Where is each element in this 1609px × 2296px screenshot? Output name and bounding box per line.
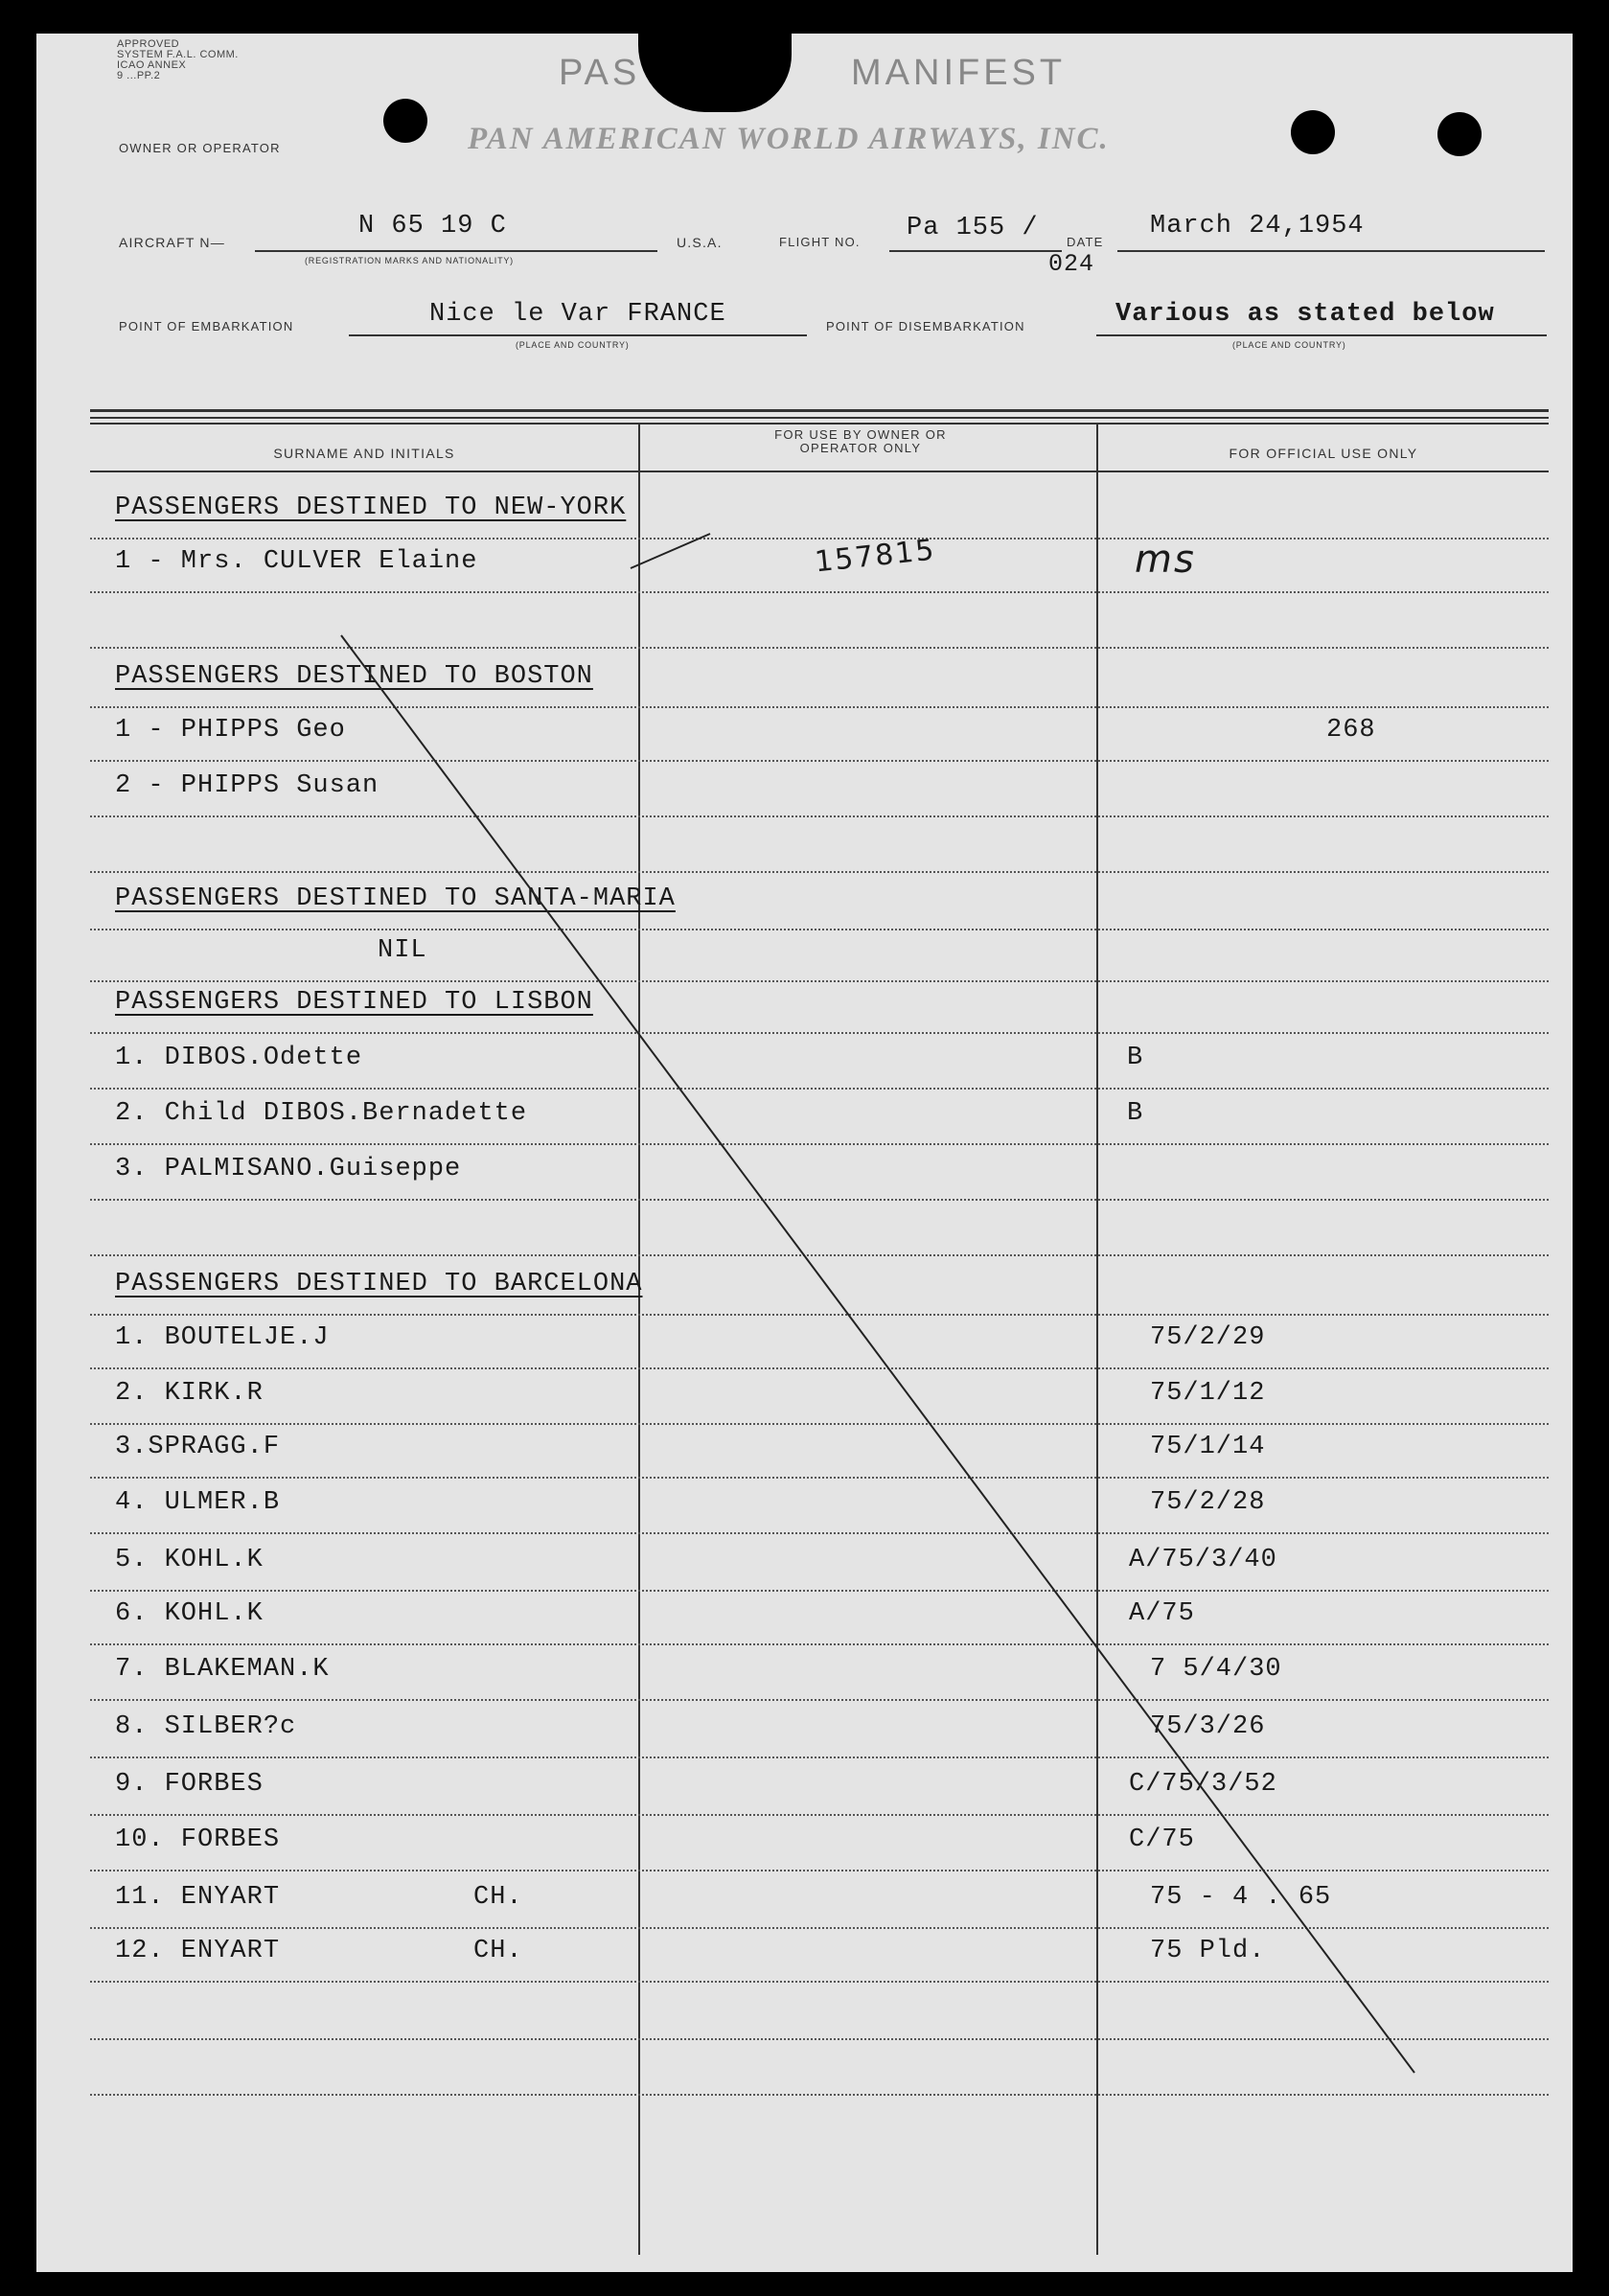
column-header-surname: SURNAME AND INITIALS: [273, 446, 455, 461]
owner-label: OWNER OR OPERATOR: [119, 141, 281, 155]
official-use-value: ms: [1135, 538, 1196, 582]
official-use-value: C/75/3/52: [1129, 1770, 1277, 1799]
official-use-value: B: [1127, 1044, 1144, 1072]
official-use-value: 75 Pld.: [1150, 1937, 1266, 1965]
manifest-sheet: [36, 34, 1573, 2272]
passenger-name: 1. BOUTELJE.J: [115, 1323, 330, 1352]
passenger-name: 4. ULMER.B: [115, 1488, 281, 1517]
official-use-value: 75 - 4 . 65: [1150, 1883, 1332, 1912]
passenger-name: 1 - PHIPPS Geo: [115, 716, 346, 745]
passenger-note: CH.: [473, 1937, 523, 1965]
destination-heading: PASSENGERS DESTINED TO SANTA-MARIA: [115, 884, 676, 913]
official-use-value: 75/3/26: [1150, 1712, 1266, 1741]
passenger-name: 1 - Mrs. CULVER Elaine: [115, 547, 478, 576]
official-use-value: 268: [1326, 716, 1376, 745]
passenger-name: 2. KIRK.R: [115, 1379, 264, 1408]
destination-heading: PASSENGERS DESTINED TO NEW-YORK: [115, 494, 627, 522]
passenger-name: 9. FORBES: [115, 1770, 264, 1799]
passenger-name: 5. KOHL.K: [115, 1546, 264, 1574]
disembarkation-label: POINT OF DISEMBARKATION: [826, 319, 1025, 333]
passenger-name: 10. FORBES: [115, 1825, 281, 1854]
flight-label: FLIGHT NO.: [779, 235, 861, 249]
official-use-value: 75/2/28: [1150, 1488, 1266, 1517]
passenger-name: NIL: [378, 936, 427, 965]
cancellation-line: [36, 34, 1573, 2272]
embarkation-caption: (PLACE AND COUNTRY): [516, 340, 630, 350]
date-value: March 24,1954: [1150, 212, 1365, 241]
passenger-name: 3.SPRAGG.F: [115, 1433, 281, 1461]
usa-label: U.S.A.: [677, 235, 723, 250]
official-use-value: 75/1/12: [1150, 1379, 1266, 1408]
disembarkation-value: Various as stated below: [1115, 300, 1495, 329]
official-use-value: A/75: [1129, 1599, 1195, 1628]
passenger-name: 2. Child DIBOS.Bernadette: [115, 1099, 528, 1128]
destination-heading: PASSENGERS DESTINED TO LISBON: [115, 988, 593, 1017]
official-use-value: 75/1/14: [1150, 1433, 1266, 1461]
column-header-owner: FOR USE BY OWNER OR OPERATOR ONLY: [774, 427, 947, 455]
embarkation-value: Nice le Var FRANCE: [429, 300, 726, 329]
flight-value: Pa 155 /: [907, 214, 1039, 242]
passenger-name: 8. SILBER?c: [115, 1712, 297, 1741]
airline-name: PAN AMERICAN WORLD AIRWAYS, INC.: [468, 122, 1110, 156]
flight-sub: 024: [1048, 250, 1095, 278]
passenger-name: 11. ENYART: [115, 1883, 281, 1912]
disembarkation-caption: (PLACE AND COUNTRY): [1232, 340, 1346, 350]
destination-heading: PASSENGERS DESTINED TO BARCELONA: [115, 1270, 643, 1298]
approval-stamp: APPROVED SYSTEM F.A.L. COMM. ICAO ANNEX 9 ...PP.2: [117, 38, 239, 81]
column-header-official: FOR OFFICIAL USE ONLY: [1229, 446, 1418, 461]
official-use-value: C/75: [1129, 1825, 1195, 1854]
form-title-left: PAS: [559, 53, 641, 93]
passenger-name: 7. BLAKEMAN.K: [115, 1655, 330, 1684]
passenger-name: 12. ENYART: [115, 1937, 281, 1965]
official-use-value: A/75/3/40: [1129, 1546, 1277, 1574]
official-use-value: B: [1127, 1099, 1144, 1128]
form-title-right: MANIFEST: [851, 53, 1067, 93]
official-use-value: 75/2/29: [1150, 1323, 1266, 1352]
aircraft-caption: (REGISTRATION MARKS AND NATIONALITY): [305, 256, 514, 265]
date-label: DATE: [1067, 235, 1104, 249]
embarkation-label: POINT OF EMBARKATION: [119, 319, 294, 333]
owner-use-value: 157815: [813, 533, 938, 580]
passenger-name: 6. KOHL.K: [115, 1599, 264, 1628]
passenger-name: 1. DIBOS.Odette: [115, 1044, 363, 1072]
aircraft-value: N 65 19 C: [358, 212, 507, 241]
passenger-name: 2 - PHIPPS Susan: [115, 771, 379, 800]
passenger-name: 3. PALMISANO.Guiseppe: [115, 1155, 462, 1183]
passenger-note: CH.: [473, 1883, 523, 1912]
aircraft-label: AIRCRAFT N—: [119, 235, 225, 250]
destination-heading: PASSENGERS DESTINED TO BOSTON: [115, 662, 593, 691]
official-use-value: 7 5/4/30: [1150, 1655, 1282, 1684]
